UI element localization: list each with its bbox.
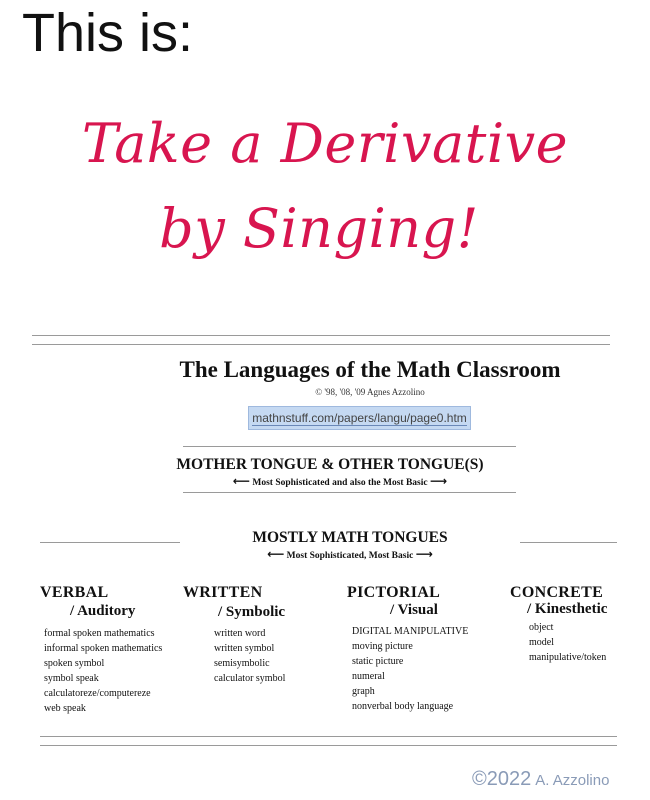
list-item: written word (214, 628, 266, 639)
math-tongues-subtitle-row (0, 547, 650, 561)
mother-tongue-subtitle-row (0, 474, 650, 488)
url-text[interactable]: mathnstuff.com/papers/langu/page0.htm (252, 411, 467, 425)
column-verbal-list (44, 626, 162, 716)
footer-author: A. Azzolino (535, 772, 610, 789)
column-concrete-list (529, 620, 606, 665)
list-item: spoken symbol (44, 658, 105, 669)
document-title: The Languages of the Math Classroom (179, 357, 561, 382)
math-tongues-subtitle: Most Sophisticated, Most Basic (286, 551, 414, 561)
list-item: object (529, 622, 554, 633)
divider-bottom-1 (40, 736, 617, 737)
video-title-line2: by Singing! (159, 197, 479, 260)
mother-tongue-title: MOTHER TONGUE & OTHER TONGUE(S) (176, 456, 484, 473)
list-item: manipulative/token (529, 652, 607, 663)
divider-bottom-2 (40, 745, 617, 746)
list-item: formal spoken mathematics (44, 628, 155, 639)
divider-mother-bottom (183, 492, 516, 493)
math-tongues-title: MOSTLY MATH TONGUES (252, 529, 448, 546)
column-verbal-title: VERBAL (40, 584, 109, 601)
column-written-subtitle: / Symbolic (218, 604, 286, 620)
arrow-left-icon: ⟵ (267, 547, 285, 561)
column-pictorial-list (352, 624, 468, 714)
document-copyright: © '98, '08, '09 Agnes Azzolino (315, 387, 425, 397)
column-concrete-title: CONCRETE (510, 584, 604, 601)
url-link[interactable] (248, 406, 471, 430)
footer-year: ©2022 (472, 768, 532, 790)
footer-credit (472, 768, 609, 791)
list-item: calculatoreze/computereze (44, 688, 151, 699)
column-pictorial-subtitle: / Visual (390, 602, 438, 618)
column-written-list (214, 626, 285, 686)
list-item: graph (352, 686, 375, 697)
list-item: semisymbolic (214, 658, 270, 669)
list-item: web speak (44, 703, 86, 714)
intro-heading: This is: (22, 3, 194, 63)
divider-top-2 (32, 344, 610, 345)
video-title-line1: Take a Derivative (81, 112, 569, 175)
divider-mother-top (183, 446, 516, 447)
column-pictorial-title: PICTORIAL (347, 584, 441, 601)
list-item: model (529, 637, 554, 648)
list-item: DIGITAL MANIPULATIVE (352, 626, 469, 637)
list-item: static picture (352, 656, 404, 667)
arrow-right-icon: ⟶ (415, 547, 433, 561)
list-item: nonverbal body language (352, 701, 454, 712)
arrow-right-icon: ⟶ (429, 474, 448, 488)
list-item: symbol speak (44, 673, 99, 684)
mother-tongue-subtitle: Most Sophisticated and also the Most Basic (252, 478, 428, 488)
column-written-title: WRITTEN (183, 584, 263, 601)
divider-top-1 (32, 335, 610, 336)
column-verbal-subtitle: / Auditory (70, 603, 136, 619)
list-item: written symbol (214, 643, 275, 654)
column-concrete-subtitle: / Kinesthetic (527, 601, 608, 617)
list-item: calculator symbol (214, 673, 286, 684)
list-item: moving picture (352, 641, 413, 652)
list-item: informal spoken mathematics (44, 643, 163, 654)
list-item: numeral (352, 671, 385, 682)
arrow-left-icon: ⟵ (232, 474, 250, 488)
